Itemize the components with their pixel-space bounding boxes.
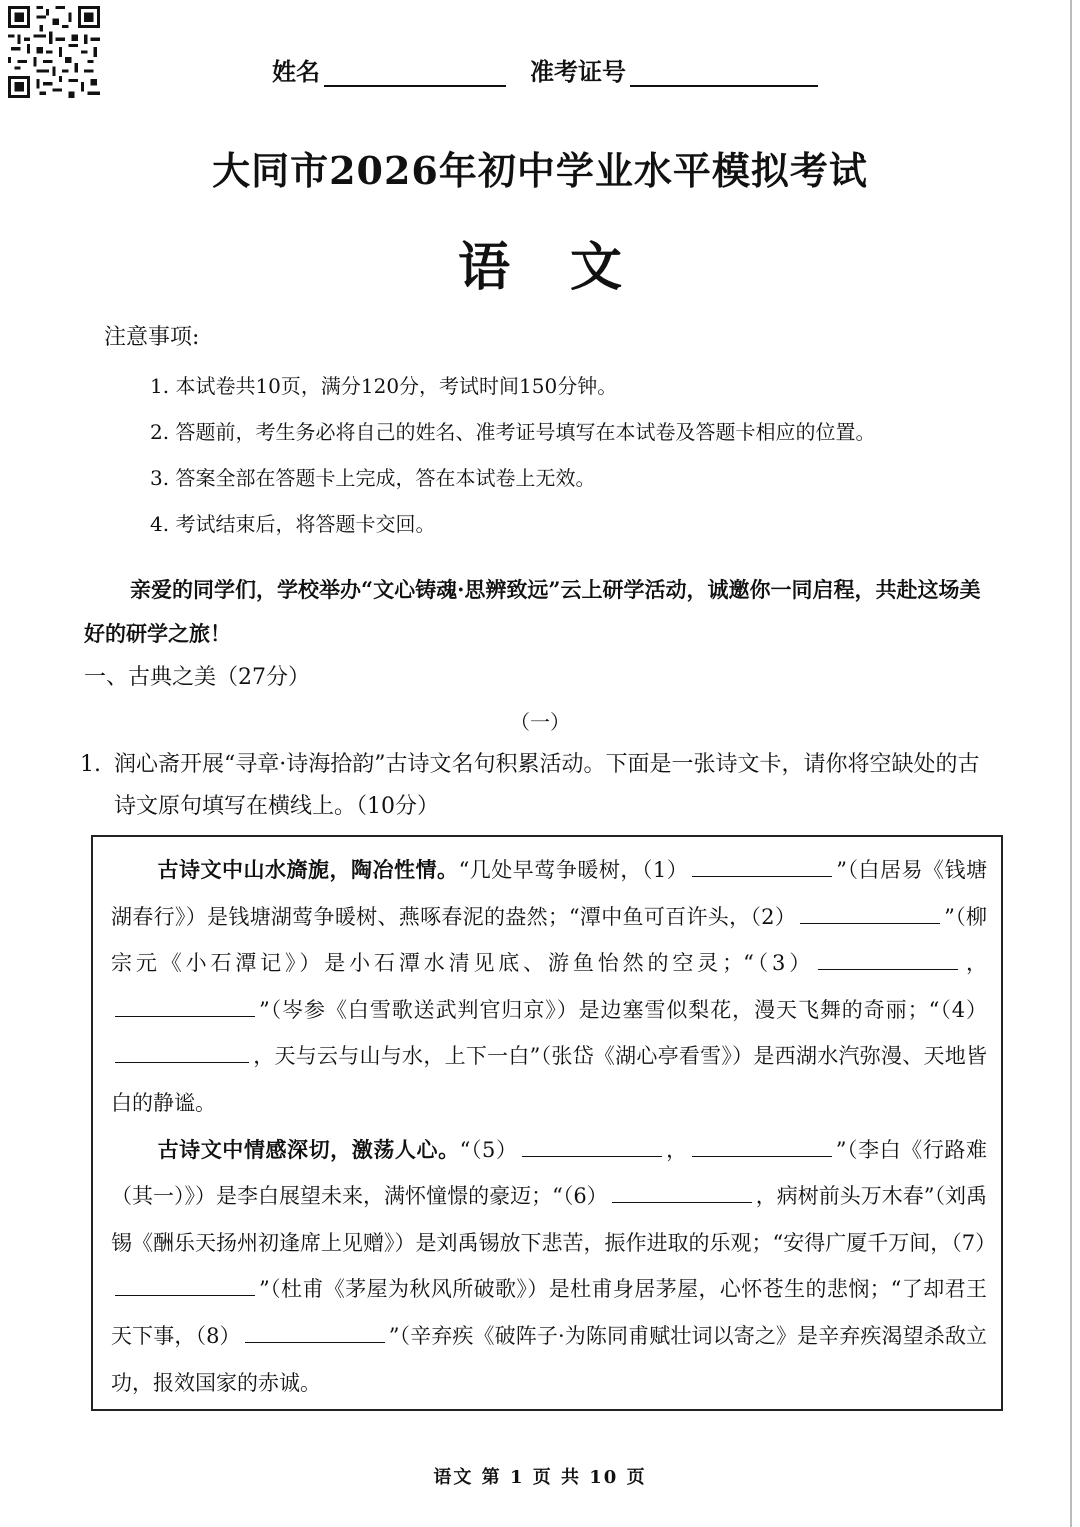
note-item: 3. 答案全部在答题卡上完成，答在本试卷上无效。 xyxy=(150,466,596,490)
answer-blank-3a[interactable] xyxy=(818,945,958,970)
note-item: 1. 本试卷共10页，满分120分，考试时间150分钟。 xyxy=(150,374,618,398)
card-lead-1: 古诗文中山水旖旎，陶冶性情。 xyxy=(157,857,459,882)
question-number: 1. xyxy=(80,752,101,777)
answer-blank-2[interactable] xyxy=(800,899,940,924)
answer-blank-4[interactable] xyxy=(115,1038,249,1063)
candidate-info xyxy=(272,52,822,87)
note-item: 4. 考试结束后，将答题卡交回。 xyxy=(150,512,436,536)
answer-blank-5a[interactable] xyxy=(522,1132,662,1157)
subject-title: 语文 xyxy=(457,237,682,298)
name-label: 姓名 xyxy=(272,57,320,86)
poem-card xyxy=(91,835,1003,1411)
intro-paragraph xyxy=(84,568,994,656)
card-paragraph-2: 古诗文中情感深切，激荡人心。“（5） ， ”（李白《行路难（其一）》）是李白展望未来，满怀憧憬的豪迈；“（6） ，病树前头万木春”（刘禹锡《酬乐天扬州初逢席上见赠》）是刘禹锡放下悲苦，振作进取的乐观；“安得广厦千万间，（7）”（杜甫《茅屋为秋风所破歌》）是杜甫身居茅屋，心怀苍生的悲悯；“了却君王天下事，（8） ”（辛弃疾《破阵子·为陈同甫赋壮词以寄之》是辛弃疾渴望杀敌立功，报效国家的赤诚。 xyxy=(111,1127,987,1407)
answer-blank-8[interactable] xyxy=(245,1318,385,1343)
card-paragraph-1: 古诗文中山水旖旎，陶冶性情。“几处早莺争暖树，（1） ”（白居易《钱塘湖春行》）是钱塘湖莺争暖树、燕啄春泥的盎然；“潭中鱼可百许头，（2） ”（柳宗元《小石潭记》）是小石潭水清见底、游鱼怡然的空灵；“（3） ，”（岑参《白雪歌送武判官归京》）是边塞雪似梨花，漫天飞舞的奇丽；“（4），天与云与山与水，上下一白”（张岱《湖心亭看雪》）是西湖水汽弥漫、天地皆白的静谧。 xyxy=(111,847,987,1127)
page-footer: 语文 第 1 页 共 10 页 xyxy=(433,1467,647,1488)
answer-blank-5b[interactable] xyxy=(692,1132,832,1157)
card-lead-2: 古诗文中情感深切，激荡人心。 xyxy=(157,1136,460,1162)
answer-blank-7[interactable] xyxy=(115,1271,255,1296)
notes-heading: 注意事项: xyxy=(104,325,200,350)
part-label: （一） xyxy=(510,710,570,734)
answer-blank-3b[interactable] xyxy=(115,992,255,1017)
exam-id-label: 准考证号 xyxy=(530,57,626,86)
question-text: 润心斋开展“寻章·诗海拾韵”古诗文名句积累活动。下面是一张诗文卡，请你将空缺处的古诗文原句填写在横线上。（10分） xyxy=(114,752,980,819)
answer-blank-6[interactable] xyxy=(612,1178,752,1203)
answer-blank-1[interactable] xyxy=(692,852,832,877)
exam-id-blank[interactable] xyxy=(630,57,818,87)
intro-text: 亲爱的同学们，学校举办“文心铸魂·思辨致远”云上研学活动，诚邀你一同启程，共赴这场美好的研学之旅！ xyxy=(84,577,981,646)
note-item: 2. 答题前，考生务必将自己的姓名、准考证号填写在本试卷及答题卡相应的位置。 xyxy=(150,420,876,444)
name-blank[interactable] xyxy=(324,57,506,87)
poem-card-body xyxy=(111,847,997,1406)
section-title: 一、古典之美（27分） xyxy=(84,665,310,690)
exam-title: 大同市2026年初中学业水平模拟考试 xyxy=(212,148,868,193)
qr-code-icon xyxy=(8,6,100,98)
